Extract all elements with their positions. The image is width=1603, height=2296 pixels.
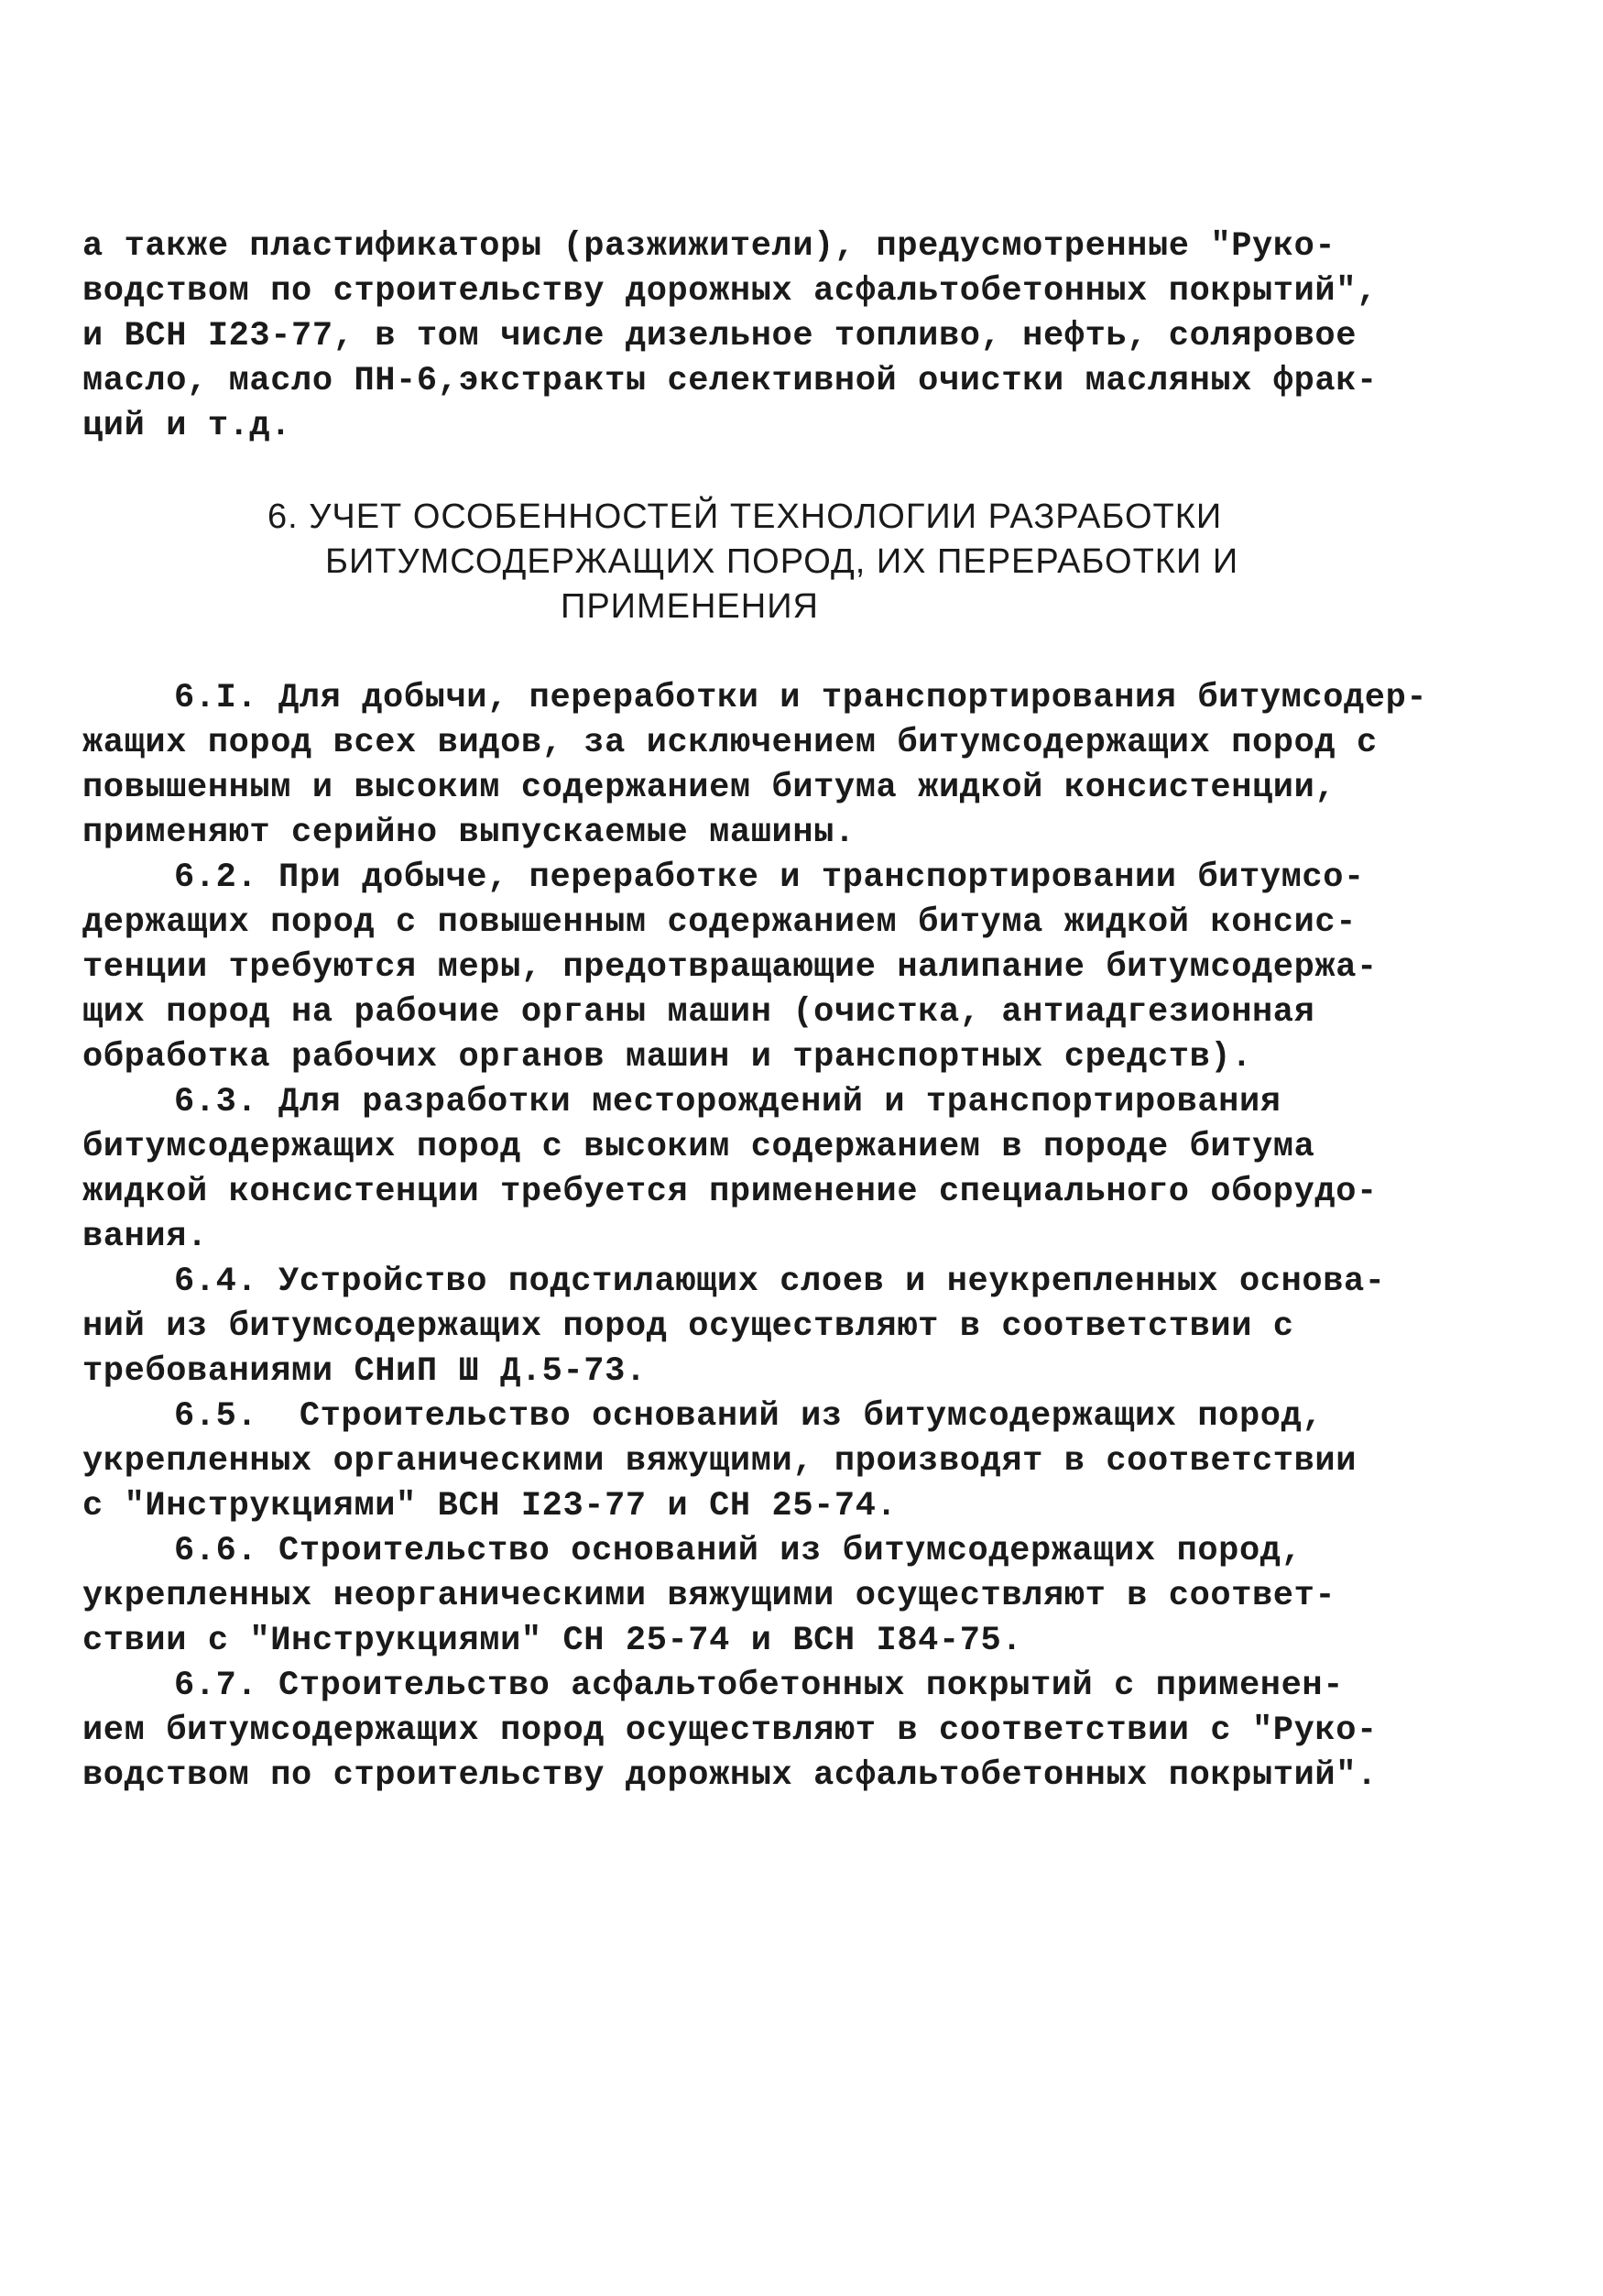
intro-line: масло, масло ПН-6,экстракты селективной очистки масляных фрак- bbox=[82, 362, 1378, 400]
clause-line: ием битумсодержащих пород осуществляют в соответствии с "Руко- bbox=[82, 1711, 1378, 1750]
clause-line: ний из битумсодержащих пород осуществляют в соответствии с bbox=[82, 1307, 1294, 1346]
clause-line: укрепленных органическими вяжущими, производят в соответствии bbox=[82, 1442, 1358, 1481]
clause-line: жащих пород всех видов, за исключением битумсодержащих пород с bbox=[82, 724, 1378, 762]
clause-line: вания. bbox=[82, 1218, 208, 1256]
clause-line: 6.4. Устройство подстилающих слоев и неукрепленных основа- bbox=[174, 1263, 1386, 1301]
clause-line: 6.2. При добыче, переработке и транспортировании битумсо- bbox=[174, 858, 1365, 897]
section-heading-line: ПРИМЕНЕНИЯ bbox=[561, 587, 819, 626]
clause-line: ствии с "Инструкциями" СН 25-74 и ВСН I84-75. bbox=[82, 1622, 1023, 1660]
clause-line: тенции требуются меры, предотвращающие налипание битумсодержа- bbox=[82, 948, 1378, 987]
clause-line: битумсодержащих пород с высоким содержанием в породе битума bbox=[82, 1128, 1315, 1166]
intro-line: а также пластификаторы (разжижители), предусмотренные "Руко- bbox=[82, 227, 1336, 266]
clause-line: водством по строительству дорожных асфальтобетонных покрытий". bbox=[82, 1756, 1378, 1795]
clause-line: 6.I. Для добычи, переработки и транспортирования битумсодер- bbox=[174, 679, 1428, 717]
clause-line: укрепленных неорганическими вяжущими осуществляют в соответ- bbox=[82, 1577, 1336, 1615]
clause-line: обработка рабочих органов машин и транспортных средств). bbox=[82, 1038, 1253, 1077]
clause-line: 6.7. Строительство асфальтобетонных покрытий с применен- bbox=[174, 1667, 1345, 1705]
clause-line: повышенным и высоким содержанием битума жидкой консистенции, bbox=[82, 769, 1336, 807]
section-heading-line: БИТУМСОДЕРЖАЩИХ ПОРОД, ИХ ПЕРЕРАБОТКИ И bbox=[325, 542, 1239, 581]
clause-line: 6.3. Для разработки месторождений и транспортирования bbox=[174, 1083, 1281, 1121]
clause-line: с "Инструкциями" ВСН I23-77 и СН 25-74. bbox=[82, 1487, 898, 1525]
section-heading-line: 6. УЧЕТ ОСОБЕННОСТЕЙ ТЕХНОЛОГИИ РАЗРАБОТКИ bbox=[267, 497, 1223, 536]
clause-line: 6.6. Строительство оснований из битумсодержащих пород, bbox=[174, 1532, 1303, 1570]
clause-line: применяют серийно выпускаемые машины. bbox=[82, 814, 856, 852]
clause-line: щих пород на рабочие органы машин (очистка, антиадгезионная bbox=[82, 993, 1315, 1032]
intro-line: водством по строительству дорожных асфальтобетонных покрытий", bbox=[82, 272, 1378, 311]
clause-line: требованиями СНиП Ш Д.5-73. bbox=[82, 1352, 647, 1391]
intro-line: ций и т.д. bbox=[82, 407, 292, 445]
intro-line: и ВСН I23-77, в том числе дизельное топливо, нефть, соляровое bbox=[82, 317, 1358, 355]
clause-line: держащих пород с повышенным содержанием битума жидкой консис- bbox=[82, 903, 1358, 942]
clause-line: 6.5. Строительство оснований из битумсодержащих пород, bbox=[174, 1397, 1324, 1436]
clause-line: жидкой консистенции требуется применение специального оборудо- bbox=[82, 1173, 1378, 1211]
